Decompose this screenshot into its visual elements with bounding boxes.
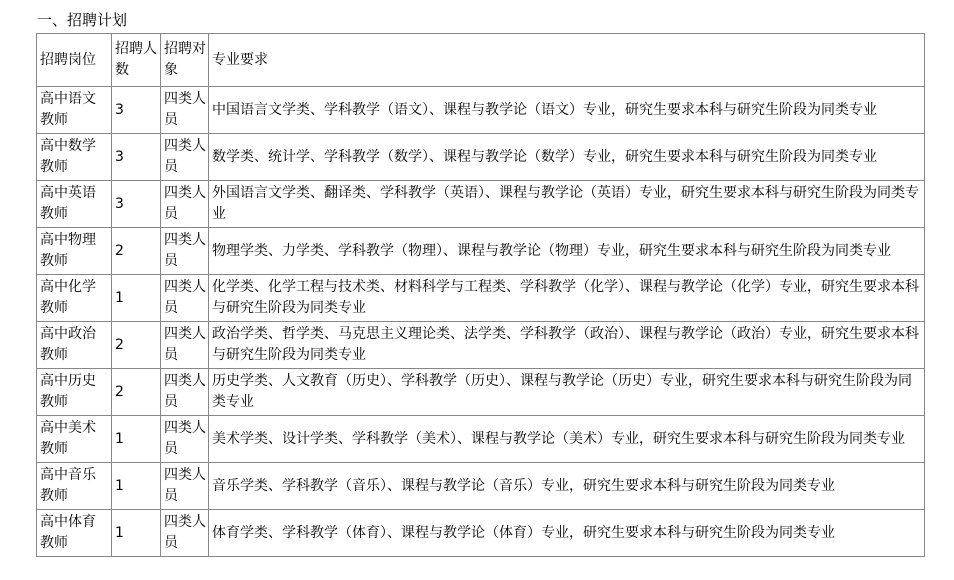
cell-count: 1 xyxy=(112,510,161,557)
table-row xyxy=(37,463,925,510)
cell-position: 高中体育教师 xyxy=(37,510,112,557)
cell-count: 1 xyxy=(112,463,161,510)
table-header-row xyxy=(37,34,925,87)
cell-requirement: 化学类、化学工程与技术类、材料科学与工程类、学科教学（化学）、课程与教学论（化学）专业，研究生要求本科与研究生阶段为同类专业 xyxy=(209,275,925,322)
cell-target: 四类人员 xyxy=(161,87,209,134)
cell-count: 2 xyxy=(112,228,161,275)
cell-target: 四类人员 xyxy=(161,369,209,416)
cell-requirement: 体育学类、学科教学（体育）、课程与教学论（体育）专业，研究生要求本科与研究生阶段为同类专业 xyxy=(209,510,925,557)
table-row xyxy=(37,416,925,463)
cell-target: 四类人员 xyxy=(161,463,209,510)
cell-position: 高中英语教师 xyxy=(37,181,112,228)
cell-count: 1 xyxy=(112,275,161,322)
cell-target: 四类人员 xyxy=(161,134,209,181)
table-row xyxy=(37,134,925,181)
table-row xyxy=(37,228,925,275)
cell-position: 高中物理教师 xyxy=(37,228,112,275)
cell-count: 1 xyxy=(112,416,161,463)
column-header-target: 招聘对象 xyxy=(161,34,209,87)
cell-requirement: 数学类、统计学、学科教学（数学）、课程与教学论（数学）专业，研究生要求本科与研究生阶段为同类专业 xyxy=(209,134,925,181)
cell-requirement: 音乐学类、学科教学（音乐）、课程与教学论（音乐）专业，研究生要求本科与研究生阶段为同类专业 xyxy=(209,463,925,510)
cell-requirement: 美术学类、设计学类、学科教学（美术）、课程与教学论（美术）专业，研究生要求本科与研究生阶段为同类专业 xyxy=(209,416,925,463)
cell-count: 3 xyxy=(112,134,161,181)
recruitment-plan-table xyxy=(36,33,925,557)
cell-position: 高中政治教师 xyxy=(37,322,112,369)
cell-position: 高中语文教师 xyxy=(37,87,112,134)
cell-requirement: 政治学类、哲学类、马克思主义理论类、法学类、学科教学（政治）、课程与教学论（政治）专业，研究生要求本科与研究生阶段为同类专业 xyxy=(209,322,925,369)
table-row xyxy=(37,322,925,369)
cell-target: 四类人员 xyxy=(161,228,209,275)
cell-count: 3 xyxy=(112,87,161,134)
table-row xyxy=(37,181,925,228)
cell-position: 高中数学教师 xyxy=(37,134,112,181)
cell-count: 2 xyxy=(112,369,161,416)
table-body xyxy=(37,87,925,557)
column-header-requirement: 专业要求 xyxy=(209,34,925,87)
table-row xyxy=(37,275,925,322)
cell-count: 3 xyxy=(112,181,161,228)
cell-target: 四类人员 xyxy=(161,181,209,228)
table-row xyxy=(37,369,925,416)
table-row xyxy=(37,510,925,557)
cell-target: 四类人员 xyxy=(161,275,209,322)
cell-requirement: 外国语言文学类、翻译类、学科教学（英语）、课程与教学论（英语）专业，研究生要求本科与研究生阶段为同类专业 xyxy=(209,181,925,228)
cell-count: 2 xyxy=(112,322,161,369)
cell-position: 高中化学教师 xyxy=(37,275,112,322)
cell-position: 高中美术教师 xyxy=(37,416,112,463)
cell-position: 高中音乐教师 xyxy=(37,463,112,510)
cell-requirement: 中国语言文学类、学科教学（语文）、课程与教学论（语文）专业，研究生要求本科与研究生阶段为同类专业 xyxy=(209,87,925,134)
cell-requirement: 历史学类、人文教育（历史）、学科教学（历史）、课程与教学论（历史）专业，研究生要求本科与研究生阶段为同类专业 xyxy=(209,369,925,416)
section-title: 一、招聘计划 xyxy=(37,11,128,29)
cell-target: 四类人员 xyxy=(161,510,209,557)
table-row xyxy=(37,87,925,134)
cell-position: 高中历史教师 xyxy=(37,369,112,416)
cell-target: 四类人员 xyxy=(161,322,209,369)
column-header-count: 招聘人数 xyxy=(112,34,161,87)
cell-target: 四类人员 xyxy=(161,416,209,463)
column-header-position: 招聘岗位 xyxy=(37,34,112,87)
cell-requirement: 物理学类、力学类、学科教学（物理）、课程与教学论（物理）专业，研究生要求本科与研究生阶段为同类专业 xyxy=(209,228,925,275)
